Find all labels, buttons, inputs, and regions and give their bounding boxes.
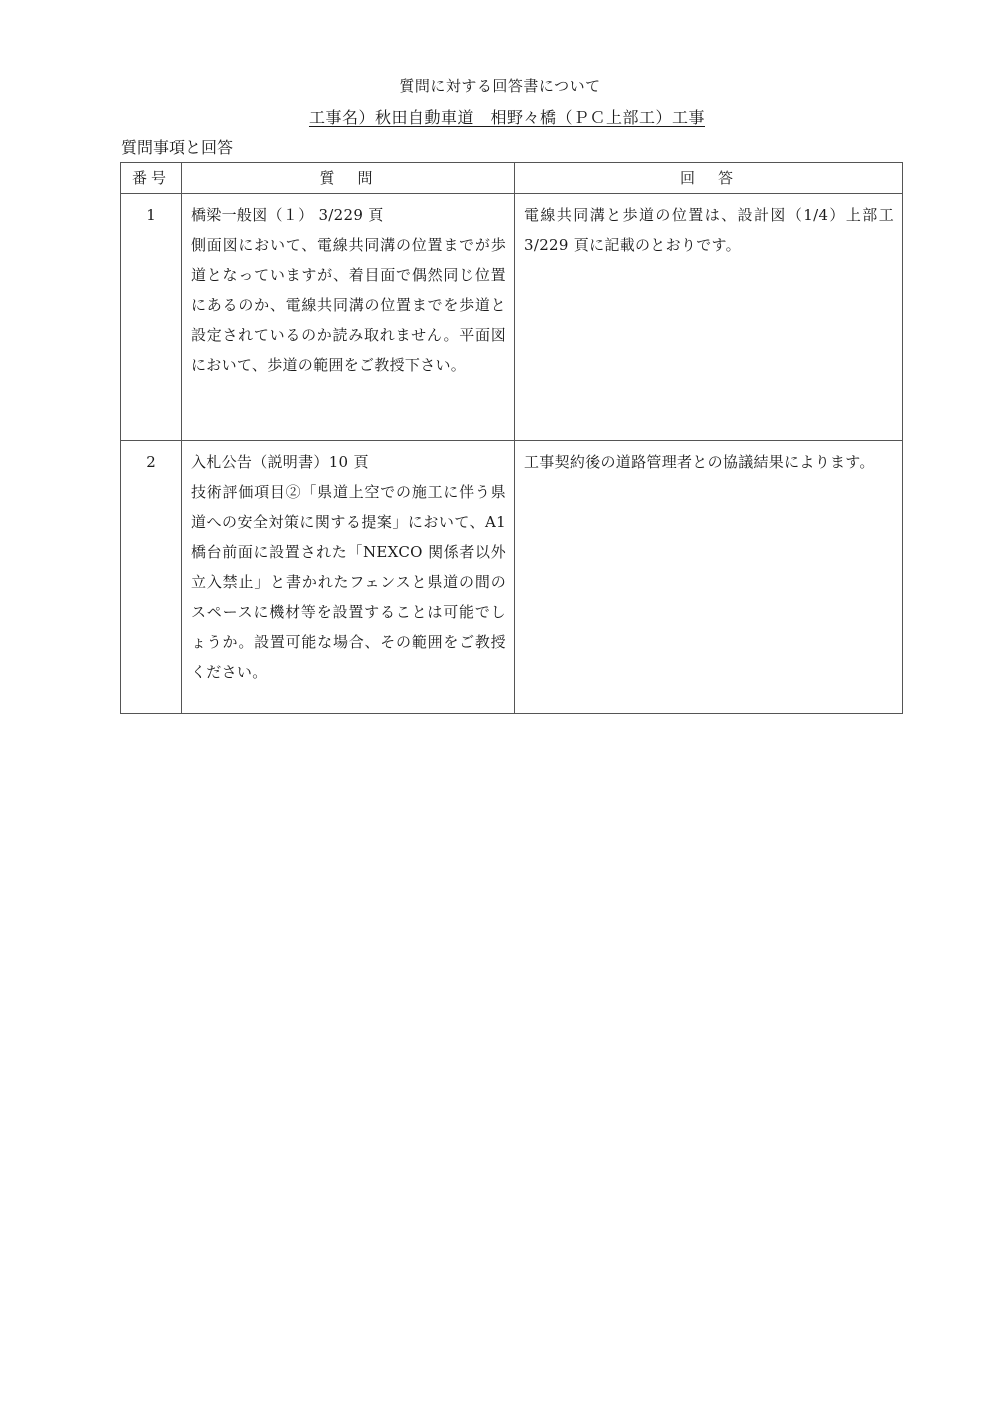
qa-table bbox=[120, 162, 903, 714]
header-question: 質 問 bbox=[182, 163, 515, 194]
table-header-row bbox=[121, 163, 903, 194]
table-row bbox=[121, 441, 903, 714]
header-number: 番号 bbox=[121, 163, 182, 194]
table-row bbox=[121, 194, 903, 441]
document-title: 質問に対する回答書について bbox=[399, 77, 601, 95]
project-name bbox=[0, 106, 1000, 130]
header-answer: 回 答 bbox=[515, 163, 903, 194]
question-text: 入札公告（説明書）10 頁 技術評価項目②「県道上空での施工に伴う県道への安全対策に関する提案」において、A1 橋台前面に設置された「NEXCO 関係者以外立入禁止」と書かれたフェンスと県道の間のスペースに機材等を設置することは可能でしょうか。設置可能な場合、その範囲をご教授ください。 bbox=[182, 441, 515, 714]
section-label: 質問事項と回答 bbox=[121, 138, 234, 157]
project-name-text: 工事名）秋田自動車道 相野々橋（ＰＣ上部工）工事 bbox=[308, 108, 705, 127]
answer-text: 工事契約後の道路管理者との協議結果によります。 bbox=[515, 441, 903, 714]
question-text: 橋梁一般図（１） 3/229 頁 側面図において、電線共同溝の位置までが歩道となっていますが、着目面で偶然同じ位置にあるのか、電線共同溝の位置までを歩道と設定されているのか読み取れません。平面図において、歩道の範囲をご教授下さい。 bbox=[182, 194, 515, 441]
row-number: 2 bbox=[121, 441, 182, 714]
row-number: 1 bbox=[121, 194, 182, 441]
answer-text: 電線共同溝と歩道の位置は、設計図（1/4）上部工 3/229 頁に記載のとおりです。 bbox=[515, 194, 903, 441]
